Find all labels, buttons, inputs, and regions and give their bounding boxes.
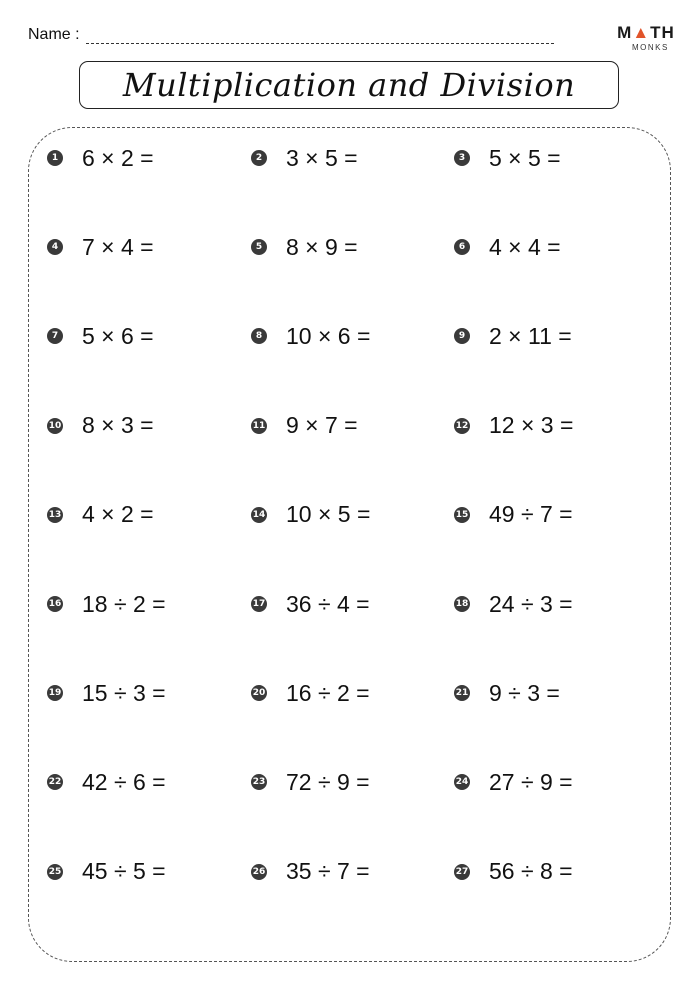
problem-expression: 10 × 5 =	[286, 501, 371, 528]
problem-expression: 72 ÷ 9 =	[286, 768, 370, 795]
problem-expression: 24 ÷ 3 =	[489, 590, 573, 617]
problem-number: 23	[251, 774, 267, 790]
problem-expression: 6 × 2 =	[82, 144, 154, 171]
problem-item	[47, 681, 166, 705]
name-row	[28, 26, 554, 44]
problem-expression: 42 ÷ 6 =	[82, 768, 166, 795]
problem-number: 9	[454, 328, 470, 344]
problem-expression: 5 × 6 =	[82, 322, 154, 349]
problem-item	[454, 324, 572, 348]
logo-triangle-icon: ▲	[632, 23, 651, 42]
problem-item	[47, 592, 166, 616]
problem-expression: 49 ÷ 7 =	[489, 501, 573, 528]
problem-number: 19	[47, 685, 63, 701]
problem-expression: 9 × 7 =	[286, 412, 358, 439]
problem-number: 20	[251, 685, 267, 701]
problem-item	[251, 235, 358, 259]
problem-item	[47, 414, 154, 438]
problem-item	[454, 235, 561, 259]
problem-item	[47, 770, 166, 794]
problem-number: 27	[454, 864, 470, 880]
problem-item	[47, 860, 166, 884]
problem-number: 1	[47, 150, 63, 166]
problem-item	[251, 324, 370, 348]
problem-expression: 36 ÷ 4 =	[286, 590, 370, 617]
problem-expression: 18 ÷ 2 =	[82, 590, 166, 617]
title-box	[79, 61, 619, 109]
problem-number: 22	[47, 774, 63, 790]
problem-expression: 9 ÷ 3 =	[489, 679, 560, 706]
problem-number: 15	[454, 507, 470, 523]
problem-number: 12	[454, 418, 470, 434]
problem-number: 8	[251, 328, 267, 344]
problem-item	[454, 146, 561, 170]
problem-item	[251, 414, 358, 438]
problem-expression: 8 × 9 =	[286, 233, 358, 260]
problem-expression: 2 × 11 =	[489, 322, 572, 349]
problem-item	[251, 592, 370, 616]
problem-number: 26	[251, 864, 267, 880]
problem-item	[454, 681, 560, 705]
name-label: Name :	[28, 26, 80, 43]
problem-item	[47, 503, 154, 527]
problem-expression: 5 × 5 =	[489, 144, 561, 171]
problem-expression: 3 × 5 =	[286, 144, 358, 171]
problem-number: 13	[47, 507, 63, 523]
problem-expression: 4 × 4 =	[489, 233, 561, 260]
logo-math: M▲TH	[617, 23, 675, 42]
problem-expression: 12 × 3 =	[489, 412, 574, 439]
problem-number: 5	[251, 239, 267, 255]
problem-expression: 56 ÷ 8 =	[489, 858, 573, 885]
problem-item	[454, 503, 573, 527]
problem-number: 11	[251, 418, 267, 434]
problem-number: 3	[454, 150, 470, 166]
problem-number: 6	[454, 239, 470, 255]
problem-item	[47, 235, 154, 259]
problem-expression: 15 ÷ 3 =	[82, 679, 166, 706]
problem-number: 7	[47, 328, 63, 344]
problem-item	[47, 324, 154, 348]
problem-number: 14	[251, 507, 267, 523]
problem-item	[251, 503, 370, 527]
problem-item	[251, 770, 370, 794]
problem-number: 24	[454, 774, 470, 790]
problem-item	[251, 146, 358, 170]
problem-expression: 4 × 2 =	[82, 501, 154, 528]
problem-item	[251, 860, 370, 884]
problem-number: 4	[47, 239, 63, 255]
problem-expression: 7 × 4 =	[82, 233, 154, 260]
problem-number: 16	[47, 596, 63, 612]
problem-item	[251, 681, 370, 705]
problem-number: 18	[454, 596, 470, 612]
problem-item	[454, 592, 573, 616]
problem-number: 25	[47, 864, 63, 880]
problem-expression: 27 ÷ 9 =	[489, 768, 573, 795]
problem-number: 10	[47, 418, 63, 434]
problem-number: 21	[454, 685, 470, 701]
problem-item	[454, 770, 573, 794]
logo-monks: MONKS	[632, 43, 669, 52]
math-monks-logo	[616, 24, 676, 64]
problem-expression: 16 ÷ 2 =	[286, 679, 370, 706]
problem-number: 2	[251, 150, 267, 166]
problem-expression: 10 × 6 =	[286, 322, 371, 349]
name-field[interactable]	[86, 29, 554, 44]
problem-expression: 35 ÷ 7 =	[286, 858, 370, 885]
problem-expression: 45 ÷ 5 =	[82, 858, 166, 885]
problem-item	[454, 414, 573, 438]
problem-item	[47, 146, 154, 170]
problem-expression: 8 × 3 =	[82, 412, 154, 439]
problem-number: 17	[251, 596, 267, 612]
page-title: Multiplication and Division	[122, 66, 576, 104]
problem-item	[454, 860, 573, 884]
